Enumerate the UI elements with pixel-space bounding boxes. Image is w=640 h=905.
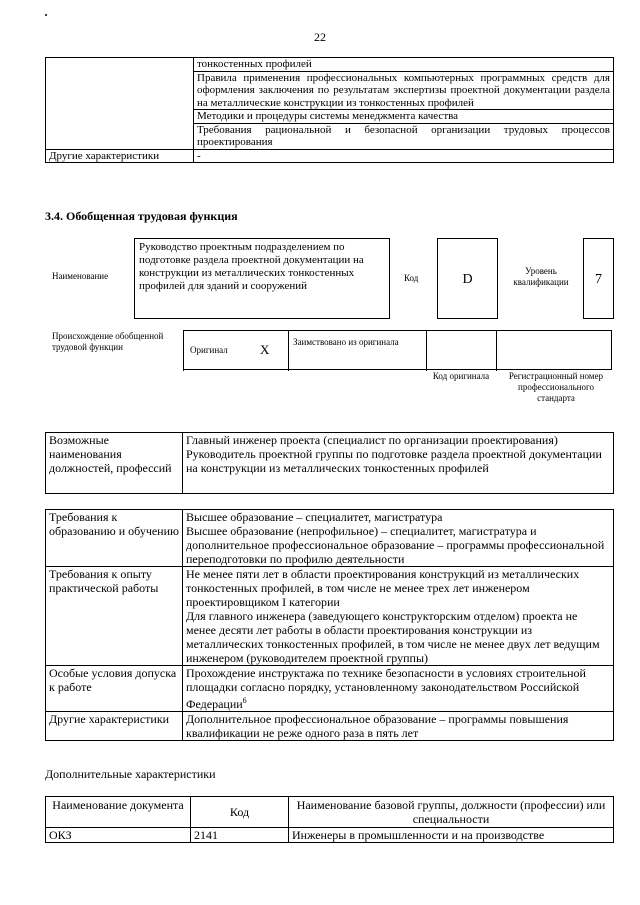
table-row <box>46 433 614 494</box>
requirement-line: Для главного инженера (заведующего конструкторским отделом) проекта не менее десяти лет работы в области проектирования конструкции из металлических тонкостенных профилей, в том числе не менее двух лет ведущим инженером (руководителем проектной группы) <box>186 609 600 665</box>
other-characteristics-label: Другие характеристики <box>46 149 194 163</box>
original-mark: X <box>260 342 270 357</box>
page-number: 22 <box>314 30 326 44</box>
positions-values <box>183 433 614 494</box>
reg-number-label: Регистрационный номер профессионального стандарта <box>508 371 604 403</box>
table-row <box>46 110 614 124</box>
row-code: 2141 <box>191 828 289 843</box>
borrowed-cell <box>288 331 426 371</box>
other-label: Другие характеристики <box>46 712 183 741</box>
table-cell-empty <box>46 123 194 149</box>
level-value-box: 7 <box>583 238 614 319</box>
header-group: Наименование базовой группы, должности (профессии) или специальности <box>289 797 614 828</box>
table-cell: Правила применения профессиональных компьютерных программных средств для оформления заключения по результатам экспертизы проектной документации раздела на металлические конструкции из тонкостенных профилей <box>194 71 614 110</box>
scan-speck <box>45 14 47 16</box>
requirement-line: Прохождение инструктажа по технике безопасности в условиях строительной площадки согласно порядку, установленному законодательством Российской Федерации <box>186 666 586 711</box>
knowledge-table-continuation <box>45 57 614 163</box>
row-doc: ОКЗ <box>46 828 191 843</box>
experience-label: Требования к опыту практической работы <box>46 567 183 666</box>
borrowed-label: Заимствовано из оригинала <box>293 337 399 347</box>
table-row <box>46 797 614 828</box>
experience-values <box>183 567 614 666</box>
level-label: Уровень квалификации <box>513 266 569 287</box>
position-item: Руководитель проектной группы по подготовке раздела проектной документации на конструкции из металлических тонкостенных профилей <box>186 447 602 475</box>
table-cell: Методики и процедуры системы менеджмента качества <box>194 110 614 124</box>
section-title: 3.4. Обобщенная трудовая функция <box>45 209 238 223</box>
header-code: Код <box>191 797 289 828</box>
function-name-box: Руководство проектным подразделением по подготовке раздела проектной документации на конструкции из металлических тонкостенных профилей для зданий и сооружений <box>134 238 390 319</box>
table-cell-empty <box>46 58 194 72</box>
table-cell: тонкостенных профилей <box>194 58 614 72</box>
requirement-line: Не менее пяти лет в области проектирования конструкций из металлических тонкостенных профилей, в том числе не менее трех лет инженером проектировщиком I категории <box>186 567 580 609</box>
table-cell: Требования рациональной и безопасной организации трудовых процессов проектирования <box>194 123 614 149</box>
positions-table <box>45 432 614 494</box>
code-original-cell <box>426 331 496 371</box>
footnote-mark: 6 <box>242 696 247 705</box>
position-item: Главный инженер проекта (специалист по организации проектирования) <box>186 433 558 447</box>
admission-values <box>183 666 614 712</box>
table-cell-empty <box>46 71 194 110</box>
original-label: Оригинал <box>190 345 228 355</box>
table-row <box>46 567 614 666</box>
code-original-label: Код оригинала <box>432 371 490 381</box>
other-characteristics-value: - <box>194 149 614 163</box>
row-group: Инженеры в промышленности и на производстве <box>289 828 614 843</box>
education-values <box>183 510 614 567</box>
table-row <box>46 712 614 741</box>
origin-label: Происхождение обобщенной трудовой функции <box>52 331 164 352</box>
code-value-box: D <box>437 238 498 319</box>
admission-label: Особые условия допуска к работе <box>46 666 183 712</box>
requirements-table <box>45 509 614 741</box>
table-cell-empty <box>46 110 194 124</box>
additional-title: Дополнительные характеристики <box>45 767 216 781</box>
name-label: Наименование <box>52 271 109 281</box>
table-row <box>46 828 614 843</box>
other-values <box>183 712 614 741</box>
education-label: Требования к образованию и обучению <box>46 510 183 567</box>
table-row <box>46 510 614 567</box>
requirement-line: Высшее образование (непрофильное) – специалитет, магистратура и дополнительное профессиональное образование – программы профессиональной переподготовки по профилю деятельности <box>186 524 605 566</box>
requirement-line: Дополнительное профессиональное образование – программы повышения квалификации не реже одного раза в пять лет <box>186 712 569 740</box>
table-row <box>46 71 614 110</box>
header-doc: Наименование документа <box>46 797 191 828</box>
table-row <box>46 149 614 163</box>
reg-number-cell <box>496 331 612 371</box>
table-row <box>46 58 614 72</box>
positions-label: Возможные наименования должностей, профессий <box>46 433 183 494</box>
table-row <box>46 666 614 712</box>
code-label: Код <box>404 273 419 283</box>
additional-table <box>45 796 614 843</box>
origin-row <box>183 330 612 370</box>
original-cell <box>183 331 270 371</box>
requirement-line: Высшее образование – специалитет, магистратура <box>186 510 443 524</box>
table-row <box>46 123 614 149</box>
